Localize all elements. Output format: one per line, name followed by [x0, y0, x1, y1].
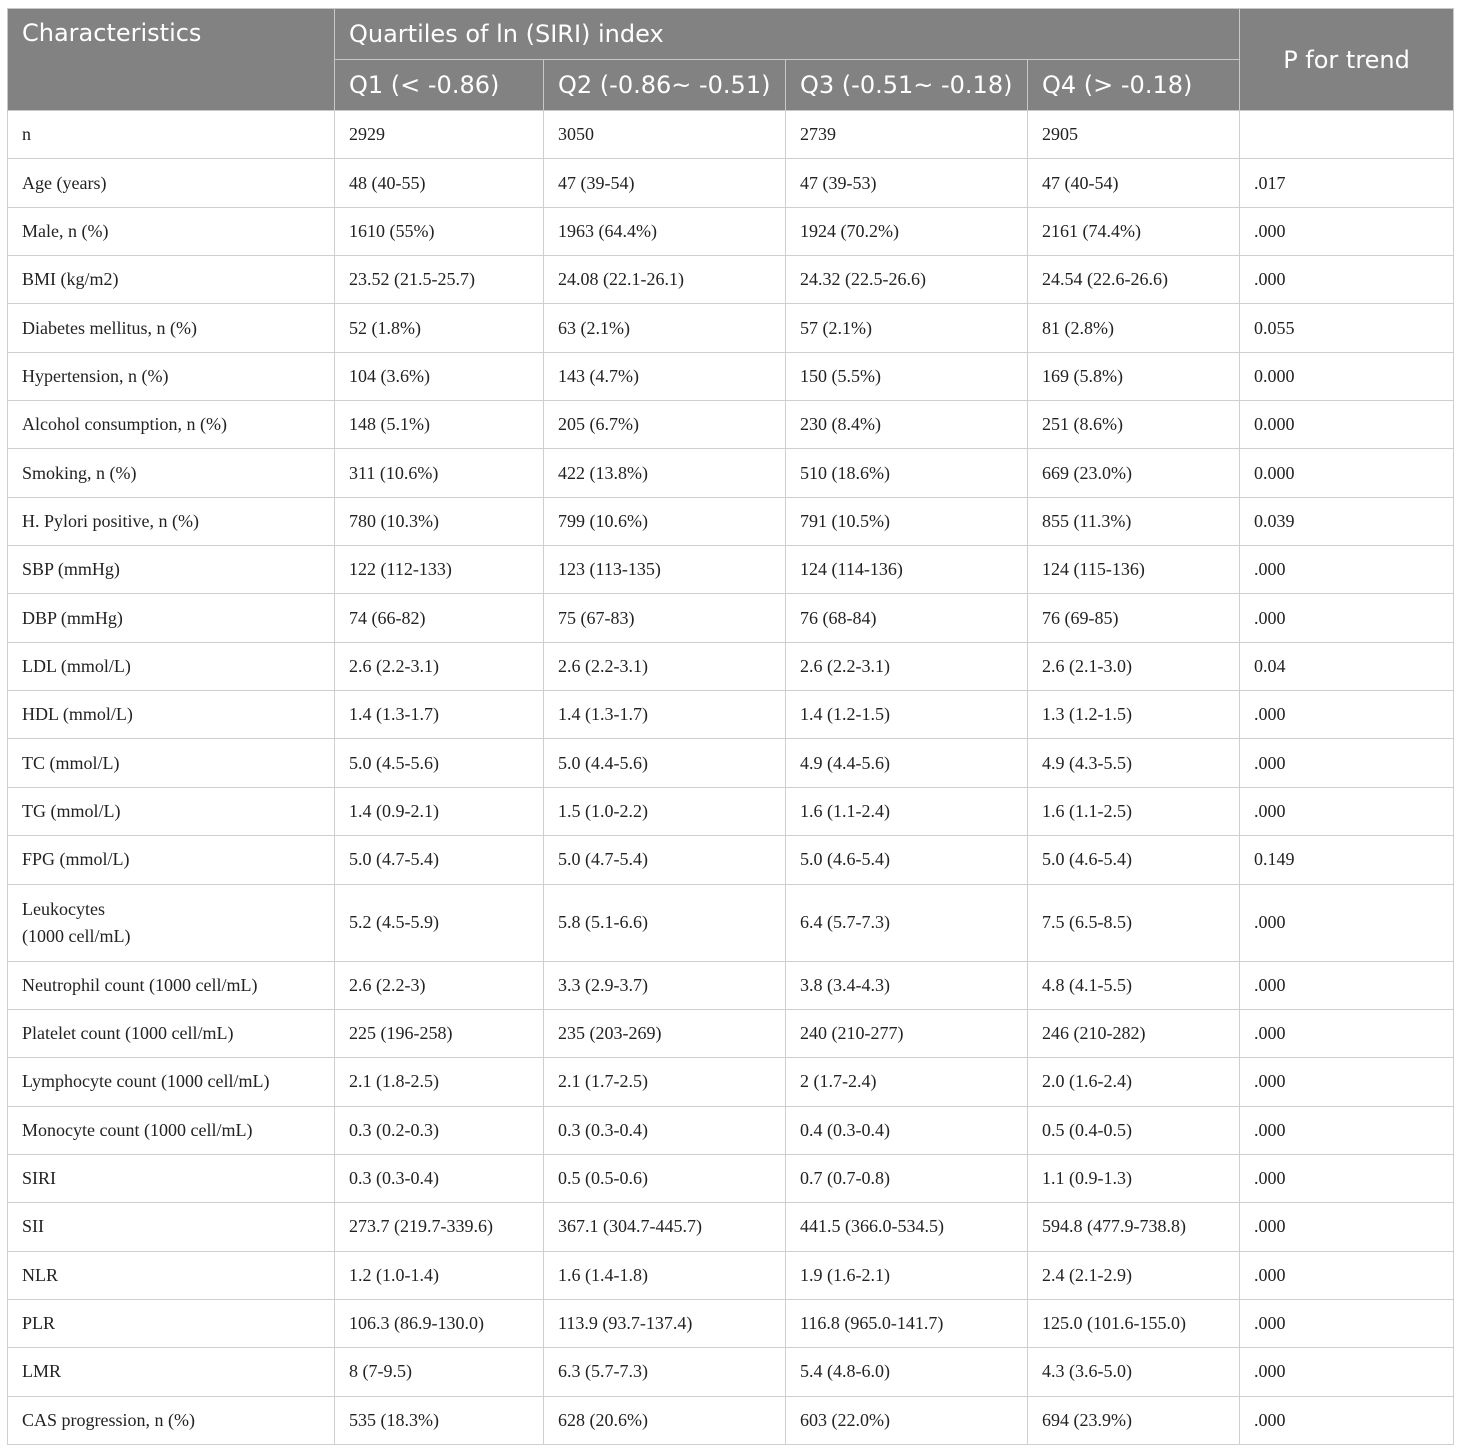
cell-q1: 5.0 (4.5-5.6) [335, 739, 544, 787]
table-row [8, 401, 1454, 449]
cell-q1: 2.6 (2.2-3.1) [335, 642, 544, 690]
cell-q2: 235 (203-269) [544, 1009, 786, 1057]
characteristics-table [7, 8, 1454, 1445]
cell-q3: 3.8 (3.4-4.3) [786, 961, 1028, 1009]
cell-q2: 1963 (64.4%) [544, 207, 786, 255]
cell-p-value: .000 [1240, 1058, 1454, 1106]
cell-q3: 57 (2.1%) [786, 304, 1028, 352]
cell-q1: 225 (196-258) [335, 1009, 544, 1057]
cell-q1: 780 (10.3%) [335, 497, 544, 545]
cell-q1: 0.3 (0.2-0.3) [335, 1106, 544, 1154]
header-q4: Q4 (> -0.18) [1028, 60, 1240, 111]
row-label-text: SII [22, 1216, 44, 1237]
cell-q3: 1924 (70.2%) [786, 207, 1028, 255]
row-label-unit: (1000 cell/mL) [22, 925, 131, 946]
cell-q2: 1.6 (1.4-1.8) [544, 1251, 786, 1299]
row-label [8, 961, 335, 1009]
cell-q1: 5.0 (4.7-5.4) [335, 836, 544, 884]
cell-q2: 367.1 (304.7-445.7) [544, 1203, 786, 1251]
row-label [8, 787, 335, 835]
cell-q4: 251 (8.6%) [1028, 401, 1240, 449]
cell-p-value: .000 [1240, 1009, 1454, 1057]
cell-q3: 116.8 (965.0-141.7) [786, 1299, 1028, 1347]
row-label [8, 1203, 335, 1251]
table-row [8, 884, 1454, 961]
cell-q4: 2905 [1028, 111, 1240, 159]
row-label-text: n [22, 124, 31, 145]
cell-q4: 2.0 (1.6-2.4) [1028, 1058, 1240, 1106]
row-label-text: LMR [22, 1361, 62, 1382]
row-label [8, 836, 335, 884]
cell-q3: 1.6 (1.1-2.4) [786, 787, 1028, 835]
cell-q4: 24.54 (22.6-26.6) [1028, 256, 1240, 304]
row-label-text: BMI (kg/m2) [22, 269, 119, 290]
row-label [8, 207, 335, 255]
cell-q2: 3.3 (2.9-3.7) [544, 961, 786, 1009]
cell-q2: 2.1 (1.7-2.5) [544, 1058, 786, 1106]
cell-q2: 0.5 (0.5-0.6) [544, 1154, 786, 1202]
cell-q1: 535 (18.3%) [335, 1396, 544, 1444]
cell-p-value: 0.039 [1240, 497, 1454, 545]
table-row [8, 836, 1454, 884]
cell-q3: 791 (10.5%) [786, 497, 1028, 545]
cell-p-value: .000 [1240, 1203, 1454, 1251]
row-label-text: Smoking, n (%) [22, 462, 137, 483]
cell-q4: 1.3 (1.2-1.5) [1028, 691, 1240, 739]
row-label [8, 691, 335, 739]
row-label-text: Lymphocyte count (1000 cell/mL) [22, 1071, 270, 1092]
cell-p-value: .000 [1240, 1154, 1454, 1202]
cell-p-value: 0.04 [1240, 642, 1454, 690]
cell-q3: 230 (8.4%) [786, 401, 1028, 449]
cell-p-value: .000 [1240, 739, 1454, 787]
table-row [8, 111, 1454, 159]
cell-q1: 106.3 (86.9-130.0) [335, 1299, 544, 1347]
cell-q3: 1.9 (1.6-2.1) [786, 1251, 1028, 1299]
cell-q2: 799 (10.6%) [544, 497, 786, 545]
row-label-text: Age (years) [22, 172, 107, 193]
cell-q2: 47 (39-54) [544, 159, 786, 207]
row-label-text: Platelet count (1000 cell/mL) [22, 1023, 234, 1044]
row-label [8, 1348, 335, 1396]
row-label [8, 352, 335, 400]
cell-q2: 1.5 (1.0-2.2) [544, 787, 786, 835]
cell-q4: 125.0 (101.6-155.0) [1028, 1299, 1240, 1347]
row-label [8, 111, 335, 159]
cell-q4: 694 (23.9%) [1028, 1396, 1240, 1444]
table-row [8, 1203, 1454, 1251]
row-label [8, 594, 335, 642]
cell-q3: 47 (39-53) [786, 159, 1028, 207]
table-row [8, 256, 1454, 304]
table-row [8, 449, 1454, 497]
table-row [8, 787, 1454, 835]
cell-q3: 124 (114-136) [786, 546, 1028, 594]
cell-p-value: .000 [1240, 1396, 1454, 1444]
cell-q3: 24.32 (22.5-26.6) [786, 256, 1028, 304]
cell-p-value: .000 [1240, 256, 1454, 304]
table-row [8, 546, 1454, 594]
cell-q1: 1.2 (1.0-1.4) [335, 1251, 544, 1299]
cell-q1: 48 (40-55) [335, 159, 544, 207]
table-row [8, 352, 1454, 400]
row-label [8, 159, 335, 207]
cell-q3: 5.4 (4.8-6.0) [786, 1348, 1028, 1396]
cell-q3: 2.6 (2.2-3.1) [786, 642, 1028, 690]
row-label-text: Monocyte count (1000 cell/mL) [22, 1119, 253, 1140]
cell-q3: 76 (68-84) [786, 594, 1028, 642]
cell-p-value: .000 [1240, 1299, 1454, 1347]
cell-q4: 2.4 (2.1-2.9) [1028, 1251, 1240, 1299]
table-row [8, 1106, 1454, 1154]
cell-p-value: .000 [1240, 546, 1454, 594]
row-label [8, 497, 335, 545]
cell-q4: 0.5 (0.4-0.5) [1028, 1106, 1240, 1154]
table-row [8, 961, 1454, 1009]
cell-q1: 273.7 (219.7-339.6) [335, 1203, 544, 1251]
cell-q3: 6.4 (5.7-7.3) [786, 884, 1028, 961]
cell-q1: 122 (112-133) [335, 546, 544, 594]
row-label-text: Male, n (%) [22, 220, 109, 241]
row-label-text: LDL (mmol/L) [22, 655, 131, 676]
cell-q4: 81 (2.8%) [1028, 304, 1240, 352]
cell-q4: 7.5 (6.5-8.5) [1028, 884, 1240, 961]
cell-q2: 63 (2.1%) [544, 304, 786, 352]
cell-q4: 169 (5.8%) [1028, 352, 1240, 400]
table-row [8, 304, 1454, 352]
cell-q2: 113.9 (93.7-137.4) [544, 1299, 786, 1347]
cell-q4: 2161 (74.4%) [1028, 207, 1240, 255]
cell-q3: 510 (18.6%) [786, 449, 1028, 497]
row-label-text: DBP (mmHg) [22, 607, 123, 628]
table-row [8, 1251, 1454, 1299]
header-q1: Q1 (< -0.86) [335, 60, 544, 111]
cell-p-value: .000 [1240, 961, 1454, 1009]
row-label [8, 642, 335, 690]
cell-q2: 5.8 (5.1-6.6) [544, 884, 786, 961]
cell-q4: 246 (210-282) [1028, 1009, 1240, 1057]
row-label-text: NLR [22, 1264, 58, 1285]
row-label-text: SIRI [22, 1168, 57, 1189]
cell-q4: 669 (23.0%) [1028, 449, 1240, 497]
cell-q1: 0.3 (0.3-0.4) [335, 1154, 544, 1202]
row-label [8, 1154, 335, 1202]
cell-p-value: .000 [1240, 1251, 1454, 1299]
row-label [8, 884, 335, 961]
row-label-text: FPG (mmol/L) [22, 849, 130, 870]
cell-q1: 311 (10.6%) [335, 449, 544, 497]
cell-q2: 24.08 (22.1-26.1) [544, 256, 786, 304]
cell-q2: 205 (6.7%) [544, 401, 786, 449]
cell-q2: 5.0 (4.7-5.4) [544, 836, 786, 884]
row-label [8, 304, 335, 352]
cell-q4: 4.9 (4.3-5.5) [1028, 739, 1240, 787]
cell-q1: 148 (5.1%) [335, 401, 544, 449]
row-label [8, 1396, 335, 1444]
cell-q3: 603 (22.0%) [786, 1396, 1028, 1444]
cell-q4: 1.1 (0.9-1.3) [1028, 1154, 1240, 1202]
row-label-text: Alcohol consumption, n (%) [22, 414, 227, 435]
row-label-text: TG (mmol/L) [22, 800, 121, 821]
cell-q2: 6.3 (5.7-7.3) [544, 1348, 786, 1396]
cell-q3: 240 (210-277) [786, 1009, 1028, 1057]
cell-q4: 2.6 (2.1-3.0) [1028, 642, 1240, 690]
table-row [8, 1396, 1454, 1444]
header-characteristics: Characteristics [8, 9, 335, 111]
cell-p-value: .000 [1240, 594, 1454, 642]
table-row [8, 1299, 1454, 1347]
row-label [8, 1299, 335, 1347]
cell-q1: 2.1 (1.8-2.5) [335, 1058, 544, 1106]
row-label [8, 401, 335, 449]
cell-p-value: 0.000 [1240, 449, 1454, 497]
cell-q1: 5.2 (4.5-5.9) [335, 884, 544, 961]
cell-p-value: 0.055 [1240, 304, 1454, 352]
cell-q4: 5.0 (4.6-5.4) [1028, 836, 1240, 884]
cell-q2: 75 (67-83) [544, 594, 786, 642]
cell-q1: 74 (66-82) [335, 594, 544, 642]
cell-q2: 2.6 (2.2-3.1) [544, 642, 786, 690]
cell-q1: 1.4 (1.3-1.7) [335, 691, 544, 739]
cell-q3: 150 (5.5%) [786, 352, 1028, 400]
cell-q4: 855 (11.3%) [1028, 497, 1240, 545]
cell-p-value: 0.000 [1240, 401, 1454, 449]
table-row [8, 691, 1454, 739]
cell-p-value: 0.000 [1240, 352, 1454, 400]
table-row [8, 1348, 1454, 1396]
cell-q3: 2739 [786, 111, 1028, 159]
table-row [8, 207, 1454, 255]
cell-p-value: 0.149 [1240, 836, 1454, 884]
cell-p-value: .000 [1240, 1348, 1454, 1396]
header-q3: Q3 (-0.51~ -0.18) [786, 60, 1028, 111]
row-label [8, 256, 335, 304]
cell-q1: 2929 [335, 111, 544, 159]
cell-q4: 4.8 (4.1-5.5) [1028, 961, 1240, 1009]
header-q2: Q2 (-0.86~ -0.51) [544, 60, 786, 111]
row-label-text: Hypertension, n (%) [22, 365, 169, 386]
table-header [8, 9, 1454, 111]
table-row [8, 1058, 1454, 1106]
cell-q2: 3050 [544, 111, 786, 159]
row-label [8, 1106, 335, 1154]
cell-q3: 4.9 (4.4-5.6) [786, 739, 1028, 787]
row-label [8, 546, 335, 594]
cell-q3: 0.4 (0.3-0.4) [786, 1106, 1028, 1154]
row-label [8, 449, 335, 497]
table-row [8, 594, 1454, 642]
cell-q3: 2 (1.7-2.4) [786, 1058, 1028, 1106]
cell-q3: 1.4 (1.2-1.5) [786, 691, 1028, 739]
row-label-text: PLR [22, 1313, 56, 1334]
header-quartiles-group: Quartiles of ln (SIRI) index [335, 9, 1240, 60]
cell-q3: 0.7 (0.7-0.8) [786, 1154, 1028, 1202]
cell-q2: 422 (13.8%) [544, 449, 786, 497]
row-label [8, 1058, 335, 1106]
table-row [8, 739, 1454, 787]
header-p-for-trend: P for trend [1240, 9, 1454, 111]
cell-q2: 628 (20.6%) [544, 1396, 786, 1444]
cell-p-value [1240, 111, 1454, 159]
cell-p-value: .000 [1240, 207, 1454, 255]
row-label [8, 1251, 335, 1299]
cell-q1: 104 (3.6%) [335, 352, 544, 400]
row-label [8, 1009, 335, 1057]
cell-q1: 23.52 (21.5-25.7) [335, 256, 544, 304]
cell-q4: 76 (69-85) [1028, 594, 1240, 642]
cell-q4: 1.6 (1.1-2.5) [1028, 787, 1240, 835]
cell-q2: 123 (113-135) [544, 546, 786, 594]
cell-p-value: .000 [1240, 884, 1454, 961]
cell-p-value: .017 [1240, 159, 1454, 207]
cell-q4: 124 (115-136) [1028, 546, 1240, 594]
row-label-text: H. Pylori positive, n (%) [22, 510, 199, 531]
table-row [8, 1154, 1454, 1202]
row-label-text: Neutrophil count (1000 cell/mL) [22, 974, 258, 995]
row-label-text: CAS progression, n (%) [22, 1409, 195, 1430]
table-row [8, 642, 1454, 690]
cell-p-value: .000 [1240, 1106, 1454, 1154]
row-label-text: Leukocytes [22, 898, 105, 919]
cell-q4: 47 (40-54) [1028, 159, 1240, 207]
row-label-text: SBP (mmHg) [22, 559, 120, 580]
cell-q1: 52 (1.8%) [335, 304, 544, 352]
cell-p-value: .000 [1240, 787, 1454, 835]
cell-q2: 1.4 (1.3-1.7) [544, 691, 786, 739]
table-body [8, 111, 1454, 1445]
cell-q2: 143 (4.7%) [544, 352, 786, 400]
cell-q2: 5.0 (4.4-5.6) [544, 739, 786, 787]
cell-q4: 4.3 (3.6-5.0) [1028, 1348, 1240, 1396]
cell-q1: 2.6 (2.2-3) [335, 961, 544, 1009]
table-row [8, 497, 1454, 545]
cell-q3: 441.5 (366.0-534.5) [786, 1203, 1028, 1251]
row-label-text: Diabetes mellitus, n (%) [22, 317, 197, 338]
cell-q1: 1610 (55%) [335, 207, 544, 255]
table-row [8, 1009, 1454, 1057]
cell-q1: 1.4 (0.9-2.1) [335, 787, 544, 835]
cell-q1: 8 (7-9.5) [335, 1348, 544, 1396]
cell-q3: 5.0 (4.6-5.4) [786, 836, 1028, 884]
row-label [8, 739, 335, 787]
cell-p-value: .000 [1240, 691, 1454, 739]
table-row [8, 159, 1454, 207]
row-label-text: HDL (mmol/L) [22, 704, 133, 725]
cell-q2: 0.3 (0.3-0.4) [544, 1106, 786, 1154]
cell-q4: 594.8 (477.9-738.8) [1028, 1203, 1240, 1251]
row-label-text: TC (mmol/L) [22, 752, 120, 773]
